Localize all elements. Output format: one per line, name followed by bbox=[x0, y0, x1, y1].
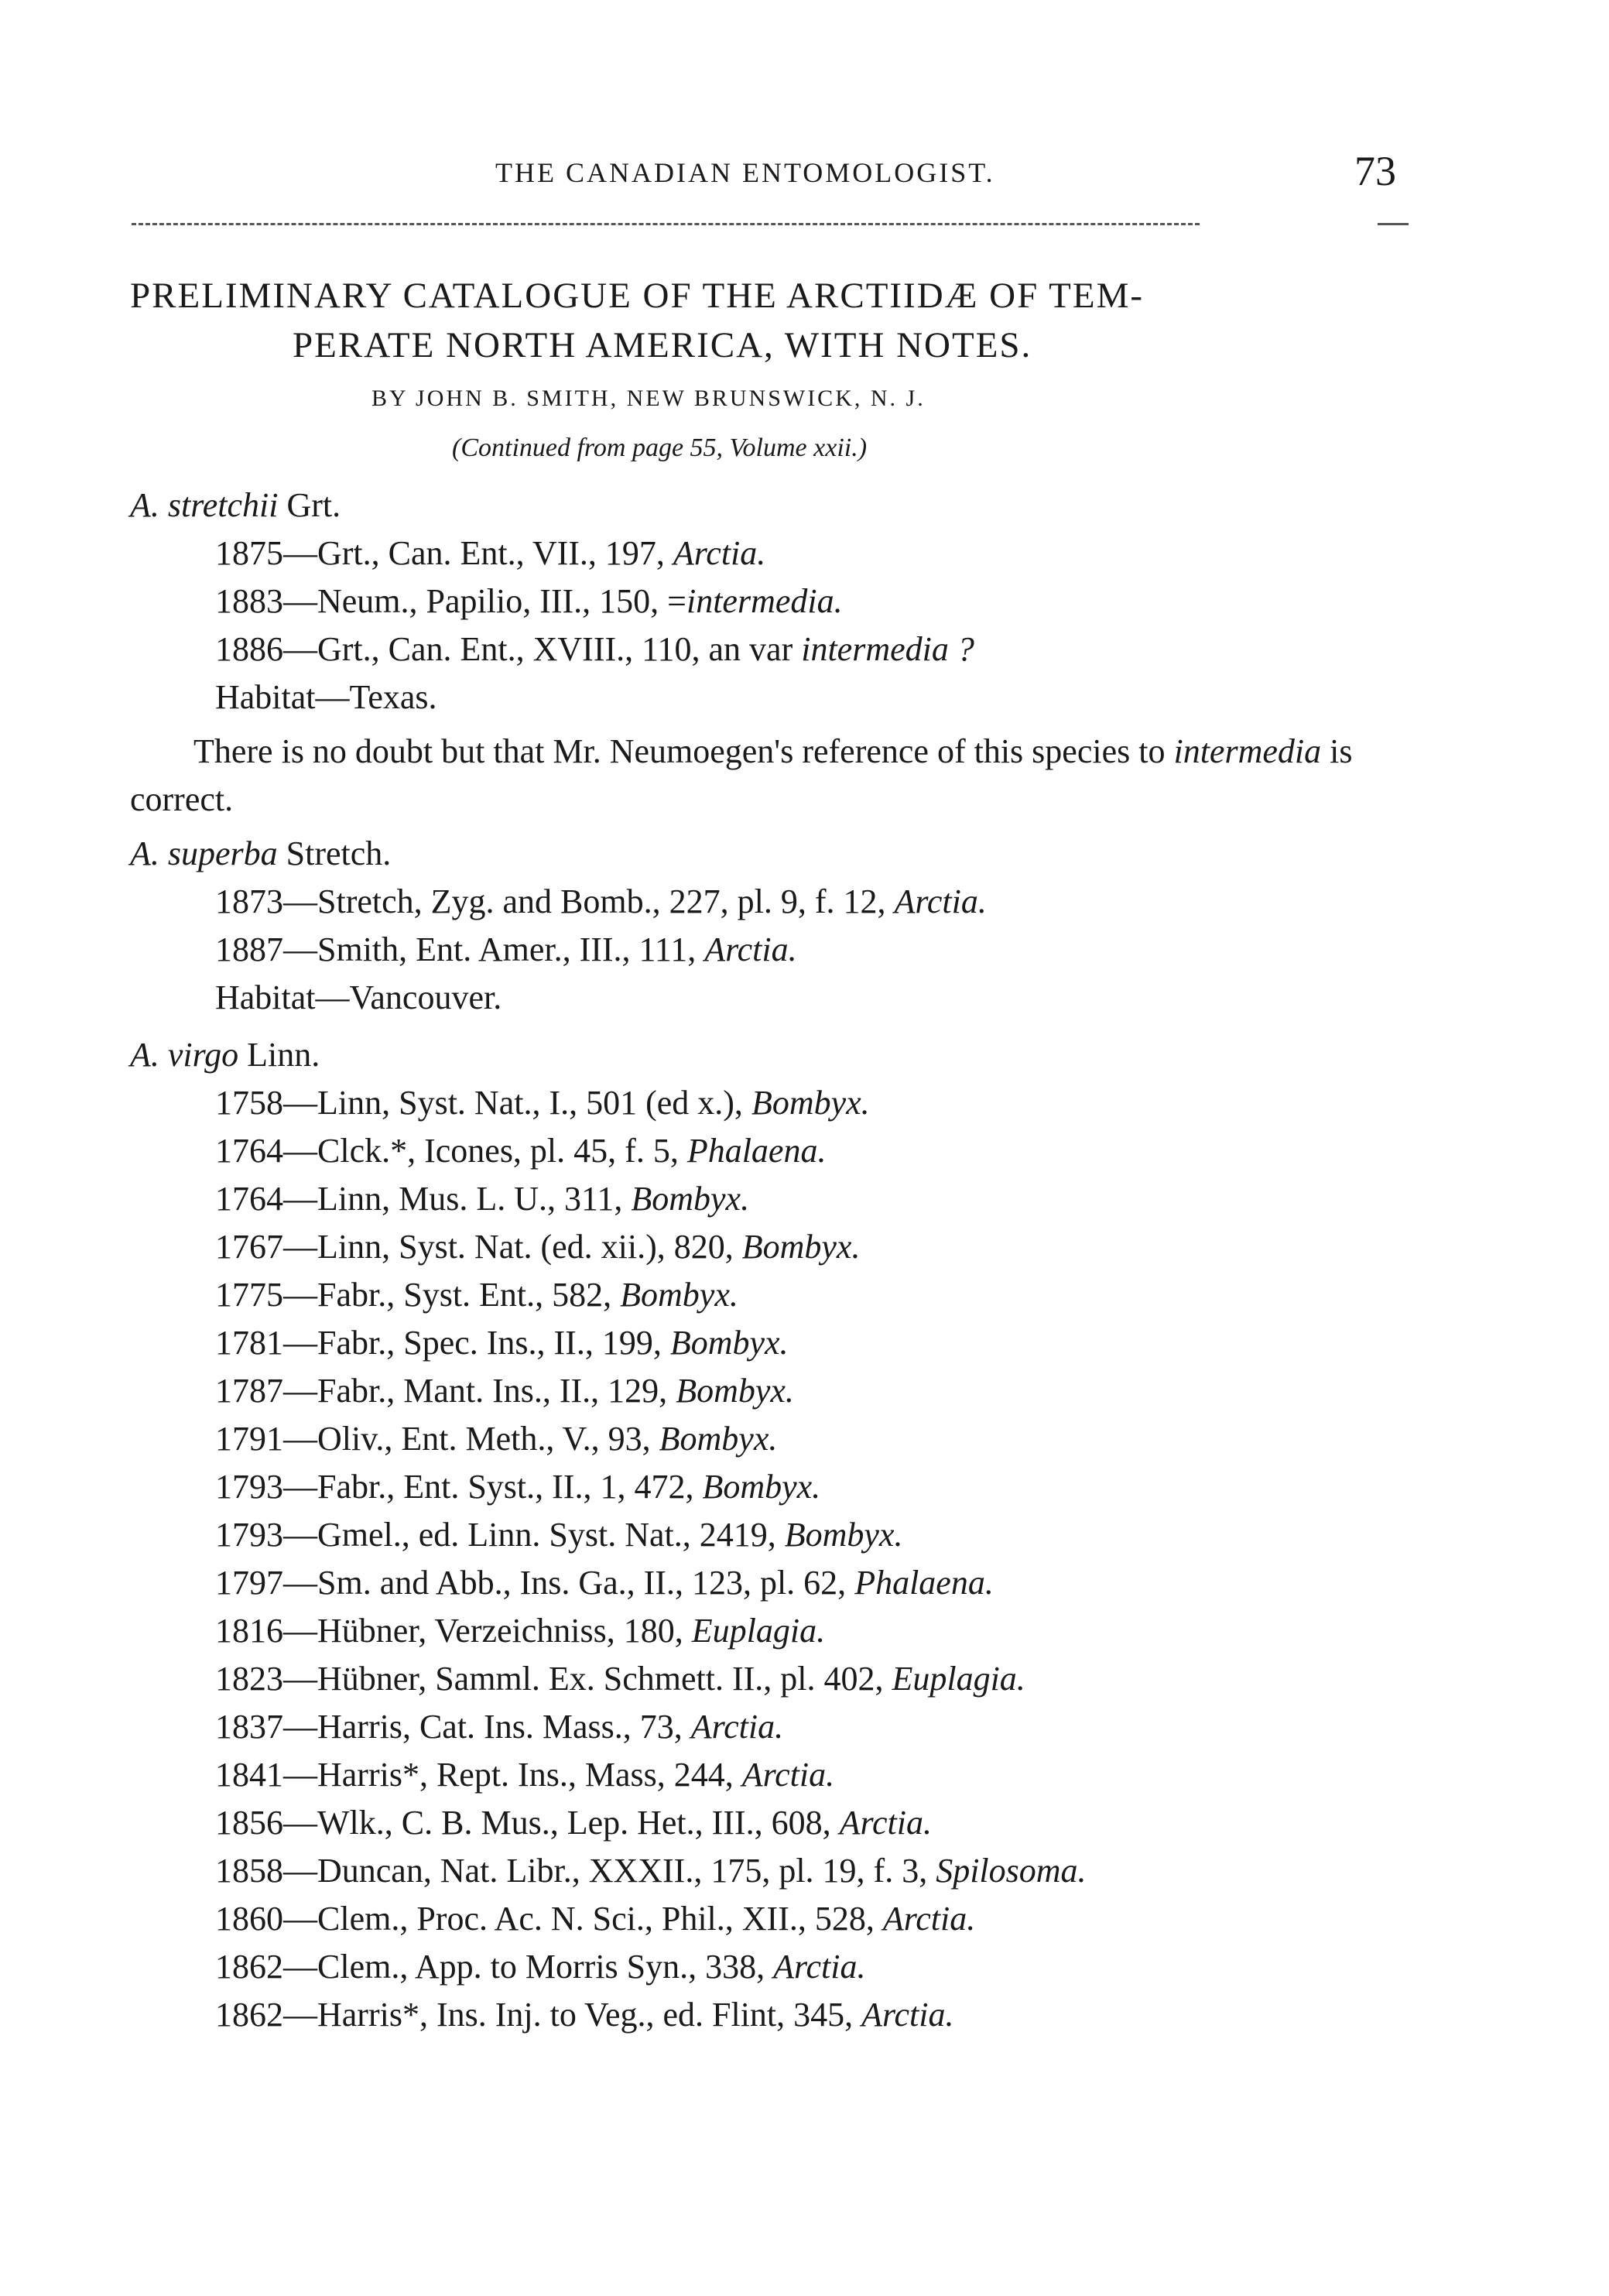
reference-genus: Bombyx. bbox=[741, 1228, 861, 1266]
reference-genus: Arctia. bbox=[839, 1804, 932, 1842]
species-name: stretchii bbox=[167, 486, 279, 524]
reference-genus: Spilosoma. bbox=[936, 1852, 1087, 1890]
reference-text: 1883—Neum., Papilio, III., 150, = bbox=[215, 582, 686, 620]
reference-entry bbox=[130, 926, 1446, 974]
reference-entry bbox=[130, 1127, 1446, 1175]
reference-entry bbox=[130, 1415, 1446, 1463]
reference-text: 1823—Hübner, Samml. Ex. Schmett. II., pl. 402, bbox=[215, 1660, 892, 1698]
article-title bbox=[130, 271, 1415, 370]
reference-entry bbox=[130, 1847, 1446, 1895]
spacer bbox=[130, 1022, 1446, 1031]
reference-text: 1856—Wlk., C. B. Mus., Lep. Het., III., 608, bbox=[215, 1804, 840, 1842]
reference-entry bbox=[130, 1319, 1446, 1367]
reference-entry bbox=[130, 1943, 1446, 1991]
reference-entry bbox=[130, 1751, 1446, 1799]
reference-text: 1873—Stretch, Zyg. and Bomb., 227, pl. 9, f. 12, bbox=[215, 882, 895, 920]
reference-entry bbox=[130, 1799, 1446, 1847]
reference-text: 1862—Harris*, Ins. Inj. to Veg., ed. Flint, 345, bbox=[215, 1996, 862, 2034]
reference-genus: Phalaena. bbox=[854, 1564, 994, 1602]
reference-genus: Bombyx. bbox=[784, 1516, 903, 1554]
reference-text: 1860—Clem., Proc. Ac. N. Sci., Phil., XII., 528, bbox=[215, 1900, 883, 1938]
species-name: superba bbox=[167, 834, 278, 872]
reference-text: 1793—Fabr., Ent. Syst., II., 1, 472, bbox=[215, 1468, 703, 1506]
reference-genus: Bombyx. bbox=[669, 1324, 789, 1362]
reference-genus: Bombyx. bbox=[659, 1420, 778, 1458]
reference-entry bbox=[130, 1271, 1446, 1319]
reference-text: 1791—Oliv., Ent. Meth., V., 93, bbox=[215, 1420, 659, 1458]
reference-entry bbox=[130, 625, 1446, 673]
continued-note: (Continued from page 55, Volume xxii.) bbox=[452, 433, 868, 462]
reference-genus: Arctia. bbox=[690, 1708, 784, 1746]
reference-genus: Bombyx. bbox=[631, 1180, 750, 1218]
reference-genus: Bombyx. bbox=[702, 1468, 821, 1506]
running-title: THE CANADIAN ENTOMOLOGIST. bbox=[495, 157, 995, 188]
reference-entry bbox=[130, 1463, 1446, 1511]
reference-text: 1875—Grt., Can. Ent., VII., 197, bbox=[215, 534, 673, 572]
reference-entry bbox=[130, 529, 1446, 577]
reference-text: 1764—Clck.*, Icones, pl. 45, f. 5, bbox=[215, 1132, 687, 1170]
article-title-line-1: PRELIMINARY CATALOGUE OF THE ARCTIIDÆ OF TEM- bbox=[130, 276, 1145, 316]
species-author: Stretch. bbox=[286, 834, 392, 872]
habitat-line: Habitat—Texas. bbox=[215, 678, 437, 716]
habitat-line: Habitat—Vancouver. bbox=[215, 978, 502, 1016]
reference-genus: Euplagia. bbox=[892, 1660, 1025, 1698]
reference-genus: Arctia. bbox=[704, 930, 797, 968]
reference-entry bbox=[130, 1367, 1446, 1415]
reference-entry bbox=[130, 1703, 1446, 1751]
reference-text: 1767—Linn, Syst. Nat. (ed. xii.), 820, bbox=[215, 1228, 742, 1266]
species-heading-superba bbox=[130, 830, 1446, 878]
reference-text: 1886—Grt., Can. Ent., XVIII., 110, an var bbox=[215, 630, 802, 668]
page-number: 73 bbox=[1354, 148, 1396, 194]
reference-text: 1793—Gmel., ed. Linn. Syst. Nat., 2419, bbox=[215, 1516, 785, 1554]
note-paragraph bbox=[130, 728, 1407, 824]
reference-genus: Phalaena. bbox=[686, 1132, 827, 1170]
reference-text: 1758—Linn, Syst. Nat., I., 501 (ed x.), bbox=[215, 1084, 751, 1122]
note-italic: intermedia bbox=[1173, 732, 1322, 770]
reference-text: 1764—Linn, Mus. L. U., 311, bbox=[215, 1180, 632, 1218]
species-genus: A. bbox=[130, 1036, 159, 1074]
reference-genus: Arctia. bbox=[861, 1996, 954, 2034]
species-author: Grt. bbox=[286, 486, 341, 524]
reference-text: 1797—Sm. and Abb., Ins. Ga., II., 123, pl. 62, bbox=[215, 1564, 855, 1602]
running-head bbox=[0, 148, 1609, 195]
reference-text: 1887—Smith, Ent. Amer., III., 111, bbox=[215, 930, 705, 968]
reference-genus: Arctia. bbox=[773, 1948, 866, 1986]
reference-genus: Arctia. bbox=[882, 1900, 976, 1938]
reference-entry bbox=[130, 1559, 1446, 1607]
header-rule bbox=[132, 223, 1200, 225]
header-rule-right bbox=[1378, 223, 1409, 225]
reference-text: 1841—Harris*, Rept. Ins., Mass, 244, bbox=[215, 1756, 742, 1794]
reference-genus: Arctia. bbox=[894, 882, 987, 920]
reference-entry bbox=[130, 1607, 1446, 1655]
species-heading-stretchii bbox=[130, 481, 1446, 529]
reference-genus: intermedia ? bbox=[801, 630, 974, 668]
reference-genus: Bombyx. bbox=[676, 1372, 794, 1410]
reference-entry bbox=[130, 1991, 1446, 2039]
reference-entry bbox=[130, 1655, 1446, 1703]
reference-entry bbox=[130, 1079, 1446, 1127]
reference-text: 1858—Duncan, Nat. Libr., XXXII., 175, pl. 19, f. 3, bbox=[215, 1852, 936, 1890]
reference-entry bbox=[130, 1511, 1446, 1559]
reference-genus: Bombyx. bbox=[620, 1276, 738, 1314]
reference-genus: Bombyx. bbox=[751, 1084, 870, 1122]
reference-text: 1781—Fabr., Spec. Ins., II., 199, bbox=[215, 1324, 670, 1362]
catalogue-body bbox=[130, 481, 1446, 2039]
reference-genus: Arctia. bbox=[741, 1756, 835, 1794]
reference-genus: intermedia. bbox=[686, 582, 843, 620]
reference-entry bbox=[130, 1895, 1446, 1943]
reference-entry bbox=[130, 577, 1446, 625]
note-text-end: is correct. bbox=[130, 732, 1353, 818]
reference-text: 1862—Clem., App. to Morris Syn., 338, bbox=[215, 1948, 774, 1986]
reference-text: 1787—Fabr., Mant. Ins., II., 129, bbox=[215, 1372, 676, 1410]
reference-entry bbox=[130, 1223, 1446, 1271]
reference-text: 1775—Fabr., Syst. Ent., 582, bbox=[215, 1276, 621, 1314]
note-text: There is no doubt but that Mr. Neumoegen's reference of this species to bbox=[193, 732, 1174, 770]
reference-text: 1816—Hübner, Verzeichniss, 180, bbox=[215, 1612, 692, 1650]
reference-genus: Arctia. bbox=[673, 534, 766, 572]
species-author: Linn. bbox=[247, 1036, 320, 1074]
reference-entry bbox=[130, 878, 1446, 926]
species-genus: A. bbox=[130, 834, 159, 872]
byline: BY JOHN B. SMITH, NEW BRUNSWICK, N. J. bbox=[371, 386, 926, 411]
reference-entry bbox=[130, 1175, 1446, 1223]
article-title-line-2: PERATE NORTH AMERICA, WITH NOTES. bbox=[293, 325, 1032, 365]
reference-genus: Euplagia. bbox=[691, 1612, 826, 1650]
species-heading-virgo bbox=[130, 1031, 1446, 1079]
species-genus: A. bbox=[130, 486, 159, 524]
reference-text: 1837—Harris, Cat. Ins. Mass., 73, bbox=[215, 1708, 691, 1746]
species-name: virgo bbox=[167, 1036, 239, 1074]
